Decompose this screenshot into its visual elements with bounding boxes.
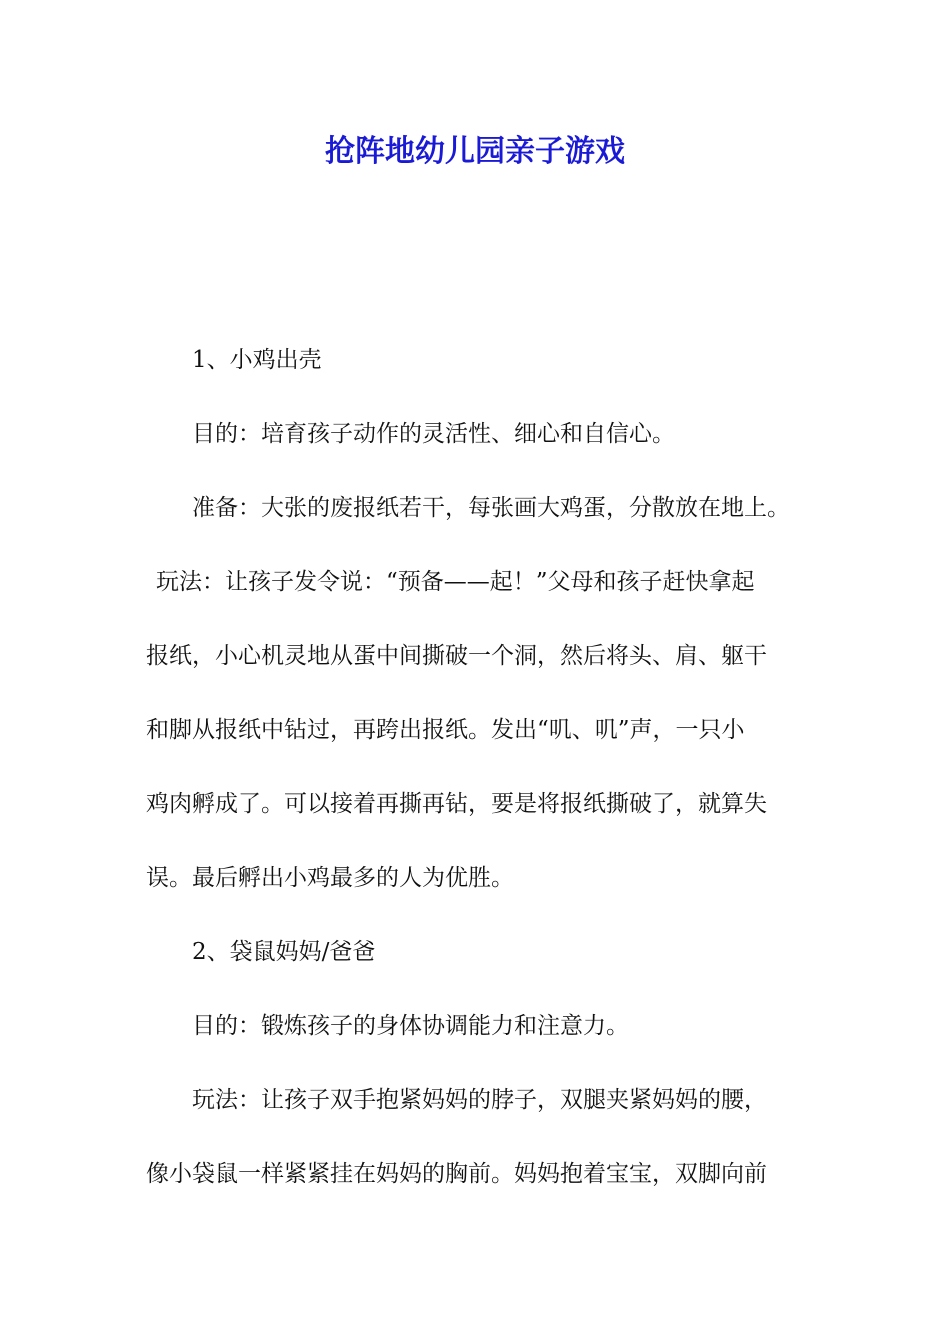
paragraph-line: 准备：大张的废报纸若干，每张画大鸡蛋，分散放在地上。 bbox=[192, 495, 790, 521]
section-heading-1: 1、小鸡出壳 bbox=[192, 347, 322, 373]
paragraph-line: 玩法：让孩子双手抱紧妈妈的脖子，双腿夹紧妈妈的腰， bbox=[192, 1087, 767, 1113]
paragraph-line: 目的：培育孩子动作的灵活性、细心和自信心。 bbox=[192, 421, 675, 447]
document-title: 抢阵地幼儿园亲子游戏 bbox=[325, 134, 625, 169]
paragraph-line: 像小袋鼠一样紧紧挂在妈妈的胸前。妈妈抱着宝宝，双脚向前 bbox=[146, 1161, 767, 1187]
paragraph-line: 鸡肉孵成了。可以接着再撕再钻，要是将报纸撕破了，就算失 bbox=[146, 791, 767, 817]
paragraph-line: 和脚从报纸中钻过，再跨出报纸。发出“叽、叽”声，一只小 bbox=[146, 717, 745, 743]
paragraph-line: 误。最后孵出小鸡最多的人为优胜。 bbox=[146, 865, 514, 891]
paragraph-line: 报纸，小心机灵地从蛋中间撕破一个洞，然后将头、肩、躯干 bbox=[146, 643, 767, 669]
paragraph-line: 玩法：让孩子发令说：“预备——起！”父母和孩子赶快拿起 bbox=[156, 569, 755, 595]
paragraph-line: 目的：锻炼孩子的身体协调能力和注意力。 bbox=[192, 1013, 629, 1039]
section-heading-2: 2、袋鼠妈妈/爸爸 bbox=[192, 939, 376, 965]
